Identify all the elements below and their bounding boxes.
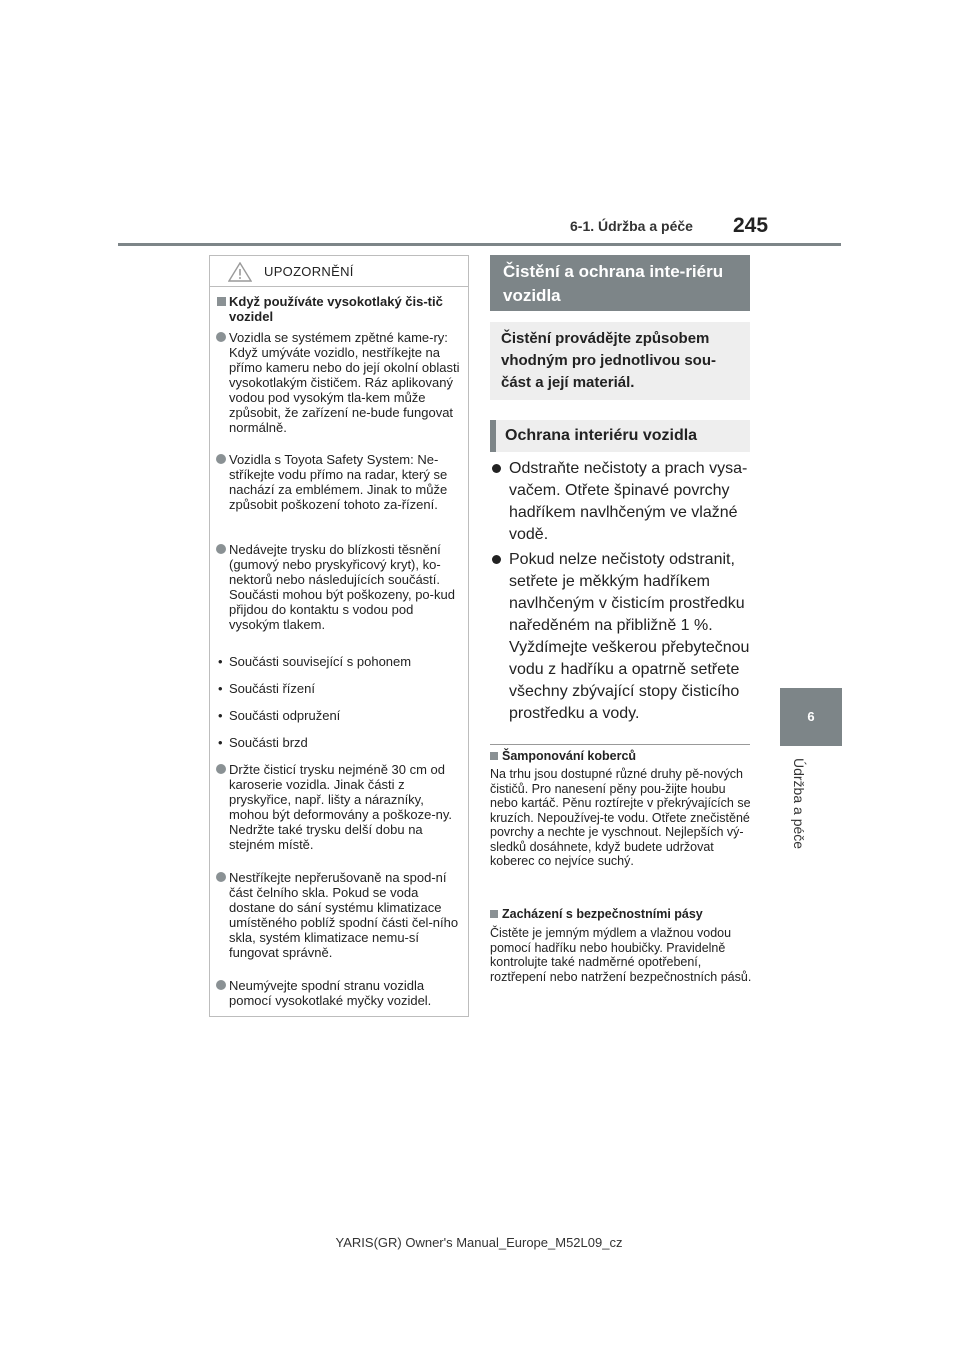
subheading-accent (490, 420, 496, 452)
warning-header (210, 256, 468, 287)
circle-bullet-icon (216, 454, 226, 464)
parts-list-item: • Součásti brzd (218, 735, 308, 750)
bullet-dot-icon (492, 555, 501, 564)
main-heading-bar (490, 255, 750, 311)
chapter-number: 6 (807, 709, 815, 724)
intro-note: Čistění provádějte způsobem vhodným pro jednotlivou sou-část a její materiál. (490, 322, 750, 400)
page-number: 245 (733, 214, 769, 237)
warning-triangle-icon (228, 262, 252, 282)
parts-list-item: • Součásti řízení (218, 681, 315, 696)
warning-box (209, 255, 469, 1017)
warning-item: Nestříkejte nepřerušovaně na spod-ní část čelního skla. Pokud se voda dostane do sání systému klimatizace umístěného poblíž spodní části čel-ního skla, systém klimatizace nemu-sí fungovat správně. (210, 870, 468, 965)
main-heading: Čistění a ochrana inte-riéru vozidla (503, 262, 724, 305)
subheading: Ochrana interiéru vozidla (505, 427, 698, 444)
circle-bullet-icon (216, 544, 226, 554)
bullet-dot-icon (492, 464, 501, 473)
section-body: Čistěte je jemným mýdlem a vlažnou vodou pomocí hadříku nebo houbičky. Pravidelně kontrolujte také nadměrné opotřebení, roztřepení nebo natržení bezpečnostních pásů. (490, 926, 752, 984)
section-divider (490, 744, 750, 745)
chapter-tab (780, 688, 842, 746)
instruction-bullet: Odstraňte nečistoty a prach vysa-vačem. Otřete špinavé povrchy hadříkem navlhčeným ve vlažné vodě. (490, 458, 758, 546)
square-bullet-icon (490, 752, 498, 760)
parts-list-item: • Součásti související s pohonem (218, 654, 412, 669)
circle-bullet-icon (216, 980, 226, 990)
circle-bullet-icon (216, 872, 226, 882)
instruction-bullet: Pokud nelze nečistoty odstranit, setřete je měkkým hadříkem navlhčeným v čisticím prostředku naředěném na přibližně 1 %. Vyždímejte veškerou přebytečnou vodu z hadříku a opatrně setřete všechny zbývající stopy čisticího prostředku a vody. (490, 549, 758, 725)
section-body: Na trhu jsou dostupné různé druhy pě-nových čističů. Pro nanesení pěny pou-žijte houbu nebo kartáč. Pěnu roztírejte v překrývajících se kruzích. Nepoužívej-te vodu. Otřete znečistěné povrchy a nechte je vyschnout. Nejlepších vý-sledků dosáhnete, když budete udržovat koberec co nejvíce suchý. (490, 767, 751, 868)
warning-heading: Když používáte vysokotlaký čis-tič vozidel (210, 294, 468, 326)
footer-text: YARIS(GR) Owner's Manual_Europe_M52L09_cz (335, 1235, 623, 1250)
square-bullet-icon (217, 297, 226, 306)
header-divider (118, 243, 841, 246)
square-bullet-icon (490, 910, 498, 918)
warning-item: Držte čisticí trysku nejméně 30 cm od karoserie vozidla. Jinak části z pryskyřice, např. lišty a nárazníky, mohou být deformovány a poškoze-ny. Nedržte také trysku delší dobu na stejném místě. (210, 762, 468, 857)
warning-item: Neumývejte spodní stranu vozidla pomocí vysokotlaké myčky vozidel. (210, 978, 468, 1010)
warning-title: UPOZORNĚNÍ (264, 264, 354, 279)
footer (0, 1235, 960, 1250)
subheading-box (490, 420, 750, 452)
chapter-label: Údržba a péče (791, 758, 807, 850)
circle-bullet-icon (216, 332, 226, 342)
circle-bullet-icon (216, 764, 226, 774)
warning-item: Vozidla se systémem zpětné kame-ry: Když umýváte vozidlo, nestříkejte na přímo kameru nebo do její okolní oblasti vysokotlakým čističem. Ráz aplikovaný vodou pod vysokým tla-kem může způsobit, že zařízení ne-bude fungovat normálně. (210, 330, 468, 442)
parts-list-item: • Součásti odpružení (218, 708, 341, 723)
warning-item: Nedávejte trysku do blízkosti těsnění (gumový nebo pryskyřicový kryt), ko-nektorů nebo následujících součástí. Součásti mohou být poškozeny, po-kud přijdou do kontaktu s vodou pod vysokým tlakem. (210, 542, 468, 637)
section-title: 6-1. Údržba a péče (570, 218, 693, 234)
warning-item: Vozidla s Toyota Safety System: Ne-stříkejte vodu přímo na radar, který se nachází za emblémem. Jinak to může způsobit poškození tohoto za-řízení. (210, 452, 468, 530)
